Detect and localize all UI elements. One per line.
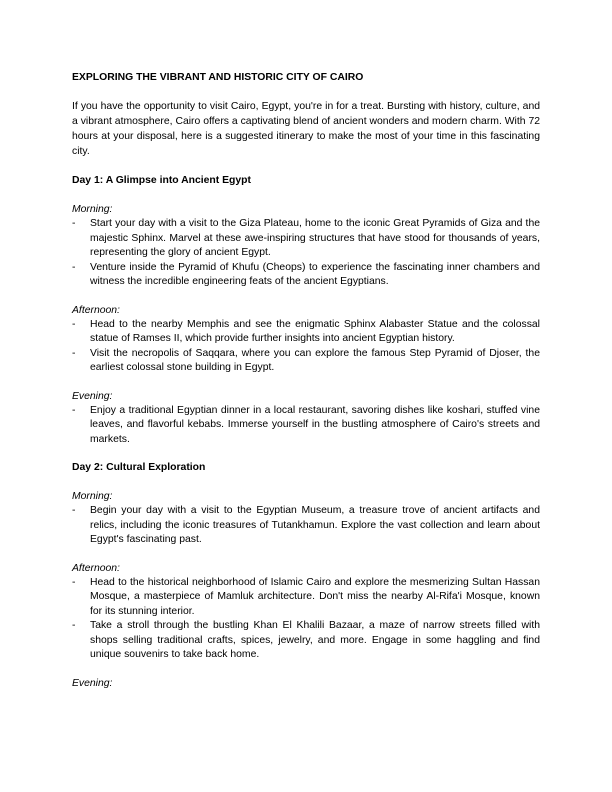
list-item: [72, 619, 540, 663]
intro-paragraph: If you have the opportunity to visit Cairo, Egypt, you're in for a treat. Bursting with history, culture, and a vibrant atmosphere, Cairo offers a captivating blend of ancient wonders and modern charm. With 72 hours at your disposal, here is a suggested itinerary to make the most of your time in this fascinating city.: [72, 101, 540, 157]
period-afternoon: [72, 561, 540, 663]
document-title: EXPLORING THE VIBRANT AND HISTORIC CITY OF CAIRO: [72, 72, 364, 83]
list-item: [72, 347, 540, 376]
day-heading: Day 2: Cultural Exploration: [72, 462, 206, 473]
period-afternoon: [72, 303, 540, 376]
bullet-dash: -: [72, 261, 76, 273]
bullet-dash: -: [72, 318, 76, 330]
period-evening: [72, 389, 540, 448]
day-section: [72, 173, 540, 447]
list-item: [72, 404, 540, 448]
list-item: [72, 217, 540, 261]
list-item-text: Head to the nearby Memphis and see the enigmatic Sphinx Alabaster Statue and the colossal statue of Ramses II, which provide further insights into ancient Egyptian history.: [90, 318, 540, 344]
list-item-text: Venture inside the Pyramid of Khufu (Cheops) to experience the fascinating inner chambers and witness the incredible engineering feats of the ancient Egyptians.: [90, 261, 540, 287]
list-item-text: Start your day with a visit to the Giza Plateau, home to the iconic Great Pyramids of Giza and the majestic Sphinx. Marvel at these awe-inspiring structures that have stood for thousands of years, representing the glory of ancient Egypt.: [90, 218, 540, 258]
period-label: Afternoon:: [72, 562, 120, 574]
bullet-dash: -: [72, 404, 76, 416]
list-item-text: Visit the necropolis of Saqqara, where you can explore the famous Step Pyramid of Djoser, the earliest colossal stone building in Egypt.: [90, 347, 540, 373]
list-item-text: Begin your day with a visit to the Egyptian Museum, a treasure trove of ancient artifacts and relics, including the iconic treasures of Tutankhamun. Explore the vast collection and learn about Egypt's fascinating past.: [90, 505, 540, 545]
period-label: Morning:: [72, 204, 113, 215]
list-item: [72, 504, 540, 548]
activity-list: [72, 318, 540, 376]
activity-list: [72, 576, 540, 663]
bullet-dash: -: [72, 576, 76, 588]
list-item: [72, 318, 540, 347]
period-morning: [72, 489, 540, 548]
bullet-dash: -: [72, 347, 76, 359]
bullet-dash: -: [72, 620, 76, 631]
period-label: Evening:: [72, 390, 113, 402]
bullet-dash: -: [72, 218, 76, 229]
list-item-text: Take a stroll through the bustling Khan El Khalili Bazaar, a maze of narrow streets filled with shops selling traditional crafts, spices, jewelry, and more. Engage in some haggling and find unique souvenirs to take back home.: [90, 620, 540, 660]
period-label: Morning:: [72, 491, 113, 502]
list-item: [72, 576, 540, 620]
period-morning: [72, 202, 540, 290]
period-evening: [72, 676, 540, 691]
day-heading: Day 1: A Glimpse into Ancient Egypt: [72, 175, 251, 186]
list-item-text: Head to the historical neighborhood of Islamic Cairo and explore the mesmerizing Sultan Hassan Mosque, a masterpiece of Mamluk architecture. Don't miss the nearby Al-Rifa'i Mosque, known for its stunning interior.: [90, 576, 540, 617]
bullet-dash: -: [72, 505, 76, 516]
day-section: [72, 460, 540, 691]
period-label: Evening:: [72, 677, 113, 689]
period-label: Afternoon:: [72, 304, 120, 316]
activity-list: [72, 217, 540, 290]
list-item: [72, 261, 540, 290]
activity-list: [72, 404, 540, 448]
activity-list: [72, 504, 540, 548]
list-item-text: Enjoy a traditional Egyptian dinner in a local restaurant, savoring dishes like koshari, stuffed vine leaves, and flavorful kebabs. Immerse yourself in the bustling atmosphere of Cairo's streets and markets.: [90, 404, 540, 445]
